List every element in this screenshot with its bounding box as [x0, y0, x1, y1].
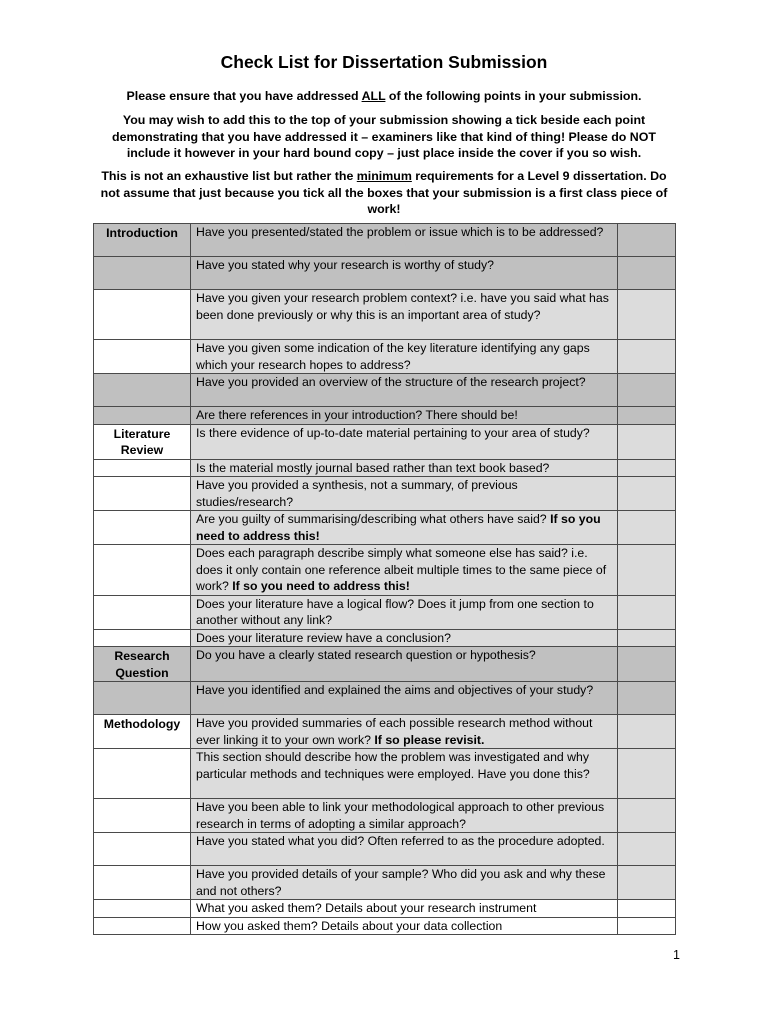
- section-blank: [94, 340, 191, 374]
- question: How you asked them? Details about your data collection: [191, 917, 618, 935]
- intro-1-text-a: Please ensure that you have addressed: [126, 89, 362, 103]
- tick-box[interactable]: [618, 866, 676, 900]
- tick-box[interactable]: [618, 545, 676, 596]
- question: Have you given your research problem context? i.e. have you said what has been done previously or why this is an important area of study?: [191, 290, 618, 340]
- question: Have you provided summaries of each possible research method without ever linking it to your own work? If so please revisit.: [191, 715, 618, 749]
- section-methodology: Methodology: [94, 715, 191, 749]
- table-row: [94, 799, 676, 833]
- section-blank: [94, 629, 191, 647]
- table-row: [94, 290, 676, 340]
- section-blank: [94, 545, 191, 596]
- tick-box[interactable]: [618, 340, 676, 374]
- table-row: [94, 682, 676, 715]
- tick-box[interactable]: [618, 682, 676, 715]
- question: What you asked them? Details about your research instrument: [191, 900, 618, 918]
- intro-3-emphasis: minimum: [356, 169, 412, 183]
- table-row: [94, 459, 676, 477]
- intro-3-text-a: This is not an exhaustive list but rather the: [101, 169, 357, 183]
- question: Is there evidence of up-to-date material pertaining to your area of study?: [191, 424, 618, 459]
- tick-box[interactable]: [618, 799, 676, 833]
- table-row: [94, 833, 676, 866]
- question: Have you been able to link your methodological approach to other previous research in terms of adopting a similar approach?: [191, 799, 618, 833]
- intro-paragraph-3: [96, 168, 672, 218]
- question: Have you stated what you did? Often referred to as the procedure adopted.: [191, 833, 618, 866]
- question: Have you given some indication of the key literature identifying any gaps which your research hopes to address?: [191, 340, 618, 374]
- table-row: [94, 545, 676, 596]
- section-blank: [94, 682, 191, 715]
- tick-box[interactable]: [618, 917, 676, 935]
- question: Are there references in your introduction? There should be!: [191, 407, 618, 425]
- tick-box[interactable]: [618, 749, 676, 799]
- section-blank: [94, 799, 191, 833]
- section-blank: [94, 833, 191, 866]
- section-blank: [94, 595, 191, 629]
- tick-box[interactable]: [618, 477, 676, 511]
- section-blank: [94, 459, 191, 477]
- table-row: [94, 595, 676, 629]
- table-row: [94, 511, 676, 545]
- section-blank: [94, 290, 191, 340]
- tick-box[interactable]: [618, 290, 676, 340]
- tick-box[interactable]: [618, 374, 676, 407]
- question: Have you provided an overview of the structure of the research project?: [191, 374, 618, 407]
- table-row: [94, 629, 676, 647]
- table-row: [94, 749, 676, 799]
- question: Is the material mostly journal based rather than text book based?: [191, 459, 618, 477]
- intro-paragraph-1: [96, 88, 672, 105]
- question: Have you presented/stated the problem or issue which is to be addressed?: [191, 224, 618, 257]
- table-row: [94, 340, 676, 374]
- table-row: [94, 407, 676, 425]
- section-blank: [94, 866, 191, 900]
- table-row: [94, 866, 676, 900]
- tick-box[interactable]: [618, 257, 676, 290]
- question: Have you identified and explained the aims and objectives of your study?: [191, 682, 618, 715]
- table-row: [94, 647, 676, 682]
- page-number: 1: [673, 948, 680, 962]
- table-row: [94, 477, 676, 511]
- table-row: [94, 374, 676, 407]
- section-blank: [94, 511, 191, 545]
- question: Have you provided details of your sample? Who did you ask and why these and not others?: [191, 866, 618, 900]
- tick-box[interactable]: [618, 511, 676, 545]
- intro-1-text-b: of the following points in your submission.: [385, 89, 642, 103]
- table-row: [94, 900, 676, 918]
- section-introduction: Introduction: [94, 224, 191, 257]
- question: Have you provided a synthesis, not a summary, of previous studies/research?: [191, 477, 618, 511]
- question: Does each paragraph describe simply what someone else has said? i.e. does it only contain one reference albeit multiple times to the same piece of work? If so you need to address this!: [191, 545, 618, 596]
- table-row: [94, 917, 676, 935]
- section-blank: [94, 374, 191, 407]
- table-row: [94, 224, 676, 257]
- checklist-table: [93, 223, 676, 935]
- tick-box[interactable]: [618, 224, 676, 257]
- question: Do you have a clearly stated research question or hypothesis?: [191, 647, 618, 682]
- tick-box[interactable]: [618, 629, 676, 647]
- tick-box[interactable]: [618, 424, 676, 459]
- table-row: [94, 715, 676, 749]
- table-row: [94, 424, 676, 459]
- tick-box[interactable]: [618, 407, 676, 425]
- page-title: Check List for Dissertation Submission: [220, 52, 548, 72]
- tick-box[interactable]: [618, 833, 676, 866]
- section-blank: [94, 477, 191, 511]
- tick-box[interactable]: [618, 647, 676, 682]
- intro-1-emphasis: ALL: [361, 89, 386, 103]
- question: Does your literature review have a conclusion?: [191, 629, 618, 647]
- table-row: [94, 257, 676, 290]
- intro-paragraph-2: You may wish to add this to the top of your submission showing a tick beside each point demonstrating that you have addressed it – examiners like that kind of thing! Please do NOT include it however in your hard bound copy – just place inside the cover if you so wish.: [112, 113, 656, 160]
- tick-box[interactable]: [618, 715, 676, 749]
- question: Are you guilty of summarising/describing what others have said? If so you need to address this!: [191, 511, 618, 545]
- question: Have you stated why your research is worthy of study?: [191, 257, 618, 290]
- tick-box[interactable]: [618, 459, 676, 477]
- section-blank: [94, 749, 191, 799]
- section-research-question: Research Question: [94, 647, 191, 682]
- section-blank: [94, 900, 191, 918]
- section-literature-review: Literature Review: [94, 424, 191, 459]
- section-blank: [94, 407, 191, 425]
- tick-box[interactable]: [618, 900, 676, 918]
- question: This section should describe how the problem was investigated and why particular methods and techniques were employed. Have you done this?: [191, 749, 618, 799]
- section-blank: [94, 917, 191, 935]
- question: Does your literature have a logical flow? Does it jump from one section to another without any link?: [191, 595, 618, 629]
- intro-3-text-b: requirements for a Level 9 dissertation. Do not assume that just because you tick all the boxes that your submission is a first class piece of work!: [100, 169, 668, 216]
- tick-box[interactable]: [618, 595, 676, 629]
- section-blank: [94, 257, 191, 290]
